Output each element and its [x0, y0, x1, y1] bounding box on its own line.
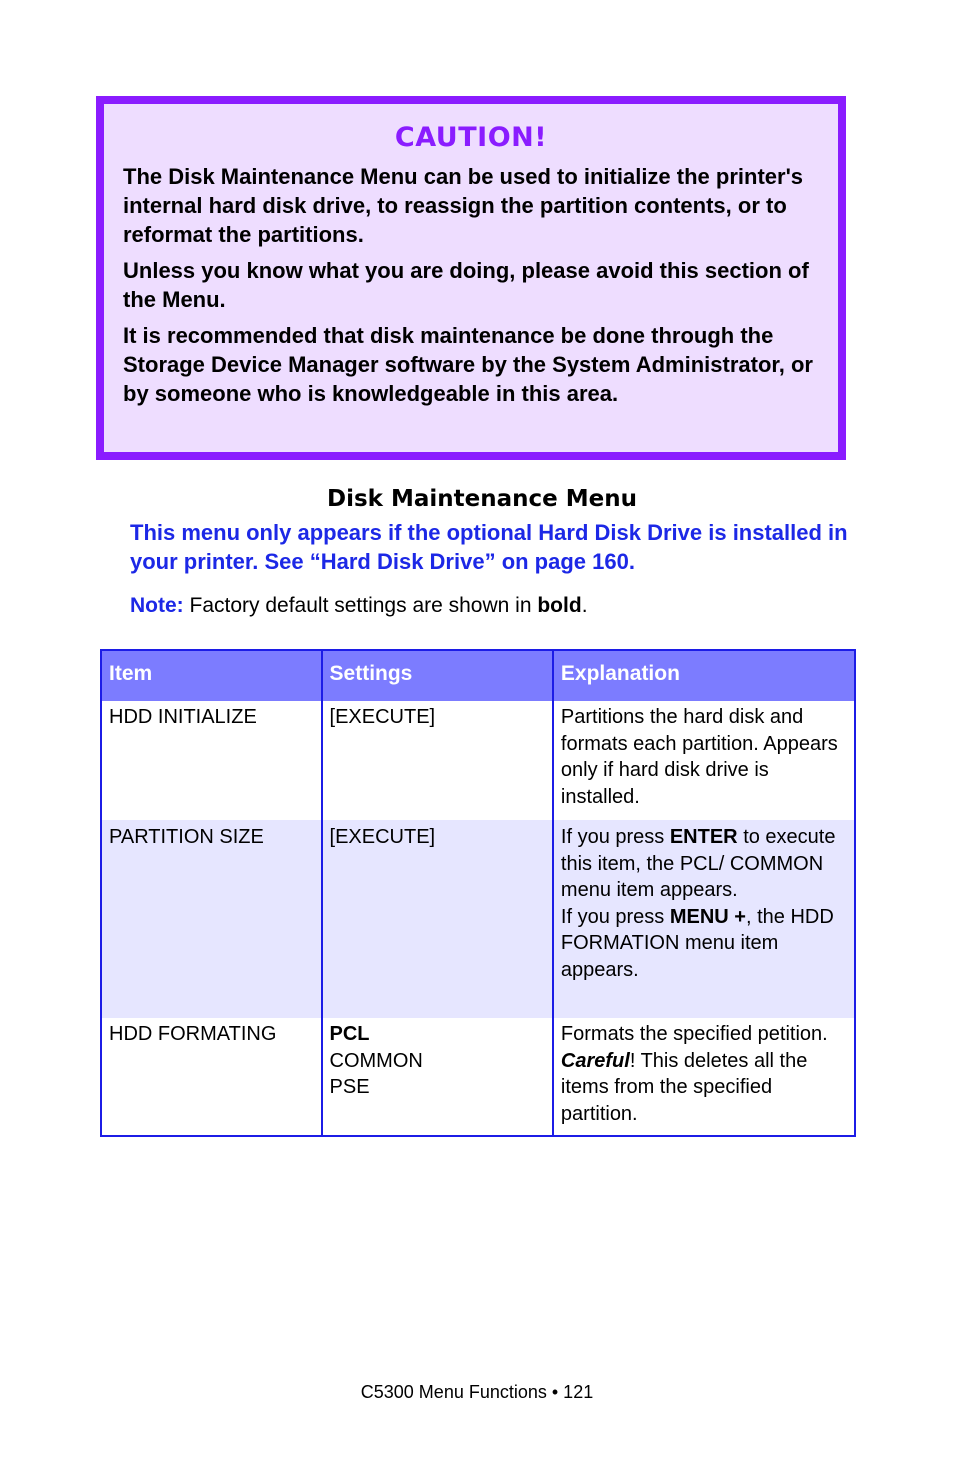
cell-explanation: Partitions the hard disk and formats each partition. Appears only if hard disk drive is installed. [553, 701, 855, 820]
expl-careful: Careful [560, 1049, 630, 1072]
caution-paragraph-3: It is recommended that disk maintenance be done through the Storage Device Manager software by the System Administrator, or by someone who is knowledgeable in this area. [123, 323, 813, 406]
cell-item: HDD INITIALIZE [101, 701, 322, 820]
note-label: Note: [130, 594, 184, 617]
header-settings: Settings [322, 650, 553, 701]
cell-setting [322, 1018, 553, 1136]
expl-text: ! This deletes all the items from the specified partition. [560, 1049, 808, 1125]
page-footer: C5300 Menu Functions • 121 [360, 1382, 594, 1402]
table-header-row [101, 650, 855, 701]
cell-setting: [EXECUTE] [322, 820, 553, 1018]
note-line [130, 591, 588, 620]
note-bold-word: bold [537, 594, 582, 617]
section-heading: Disk Maintenance Menu [327, 486, 637, 512]
expl-text: If you press [560, 905, 670, 928]
setting-option: PSE [329, 1076, 370, 1098]
header-item: Item [101, 650, 322, 701]
caution-title: CAUTION! [394, 122, 548, 153]
table-row [101, 820, 855, 1018]
expl-key-menu: MENU + [669, 905, 746, 928]
expl-text: Formats the specified petition. [560, 1023, 828, 1045]
table-row [101, 1018, 855, 1136]
expl-key-enter: ENTER [669, 826, 738, 848]
cell-explanation [553, 820, 855, 1018]
caution-paragraph-1: The Disk Maintenance Menu can be used to initialize the printer's internal hard disk drive, to reassign the partition contents, or to reformat the partitions. [123, 164, 804, 247]
expl-text: , the HDD FORMATION menu item appears. [560, 905, 834, 981]
menu-table [100, 649, 856, 1137]
cell-item: PARTITION SIZE [101, 820, 322, 1018]
cell-item: HDD FORMATING [101, 1018, 322, 1136]
table-row [101, 701, 855, 820]
caution-paragraph-2: Unless you know what you are doing, please avoid this section of the Menu. [123, 258, 809, 312]
section-intro: This menu only appears if the optional Hard Disk Drive is installed in your printer. See “Hard Disk Drive” on page 160. [130, 520, 848, 574]
cell-explanation [553, 1018, 855, 1136]
expl-text: to execute this item, the PCL/ COMMON menu item appears. [560, 826, 836, 901]
header-explanation: Explanation [553, 650, 855, 701]
setting-option: COMMON [329, 1049, 423, 1072]
cell-setting: [EXECUTE] [322, 701, 553, 820]
note-end: . [581, 594, 588, 617]
expl-text: If you press [560, 826, 670, 848]
setting-default: PCL [329, 1023, 370, 1045]
caution-box [96, 96, 846, 460]
note-text: Factory default settings are shown in [183, 594, 538, 617]
